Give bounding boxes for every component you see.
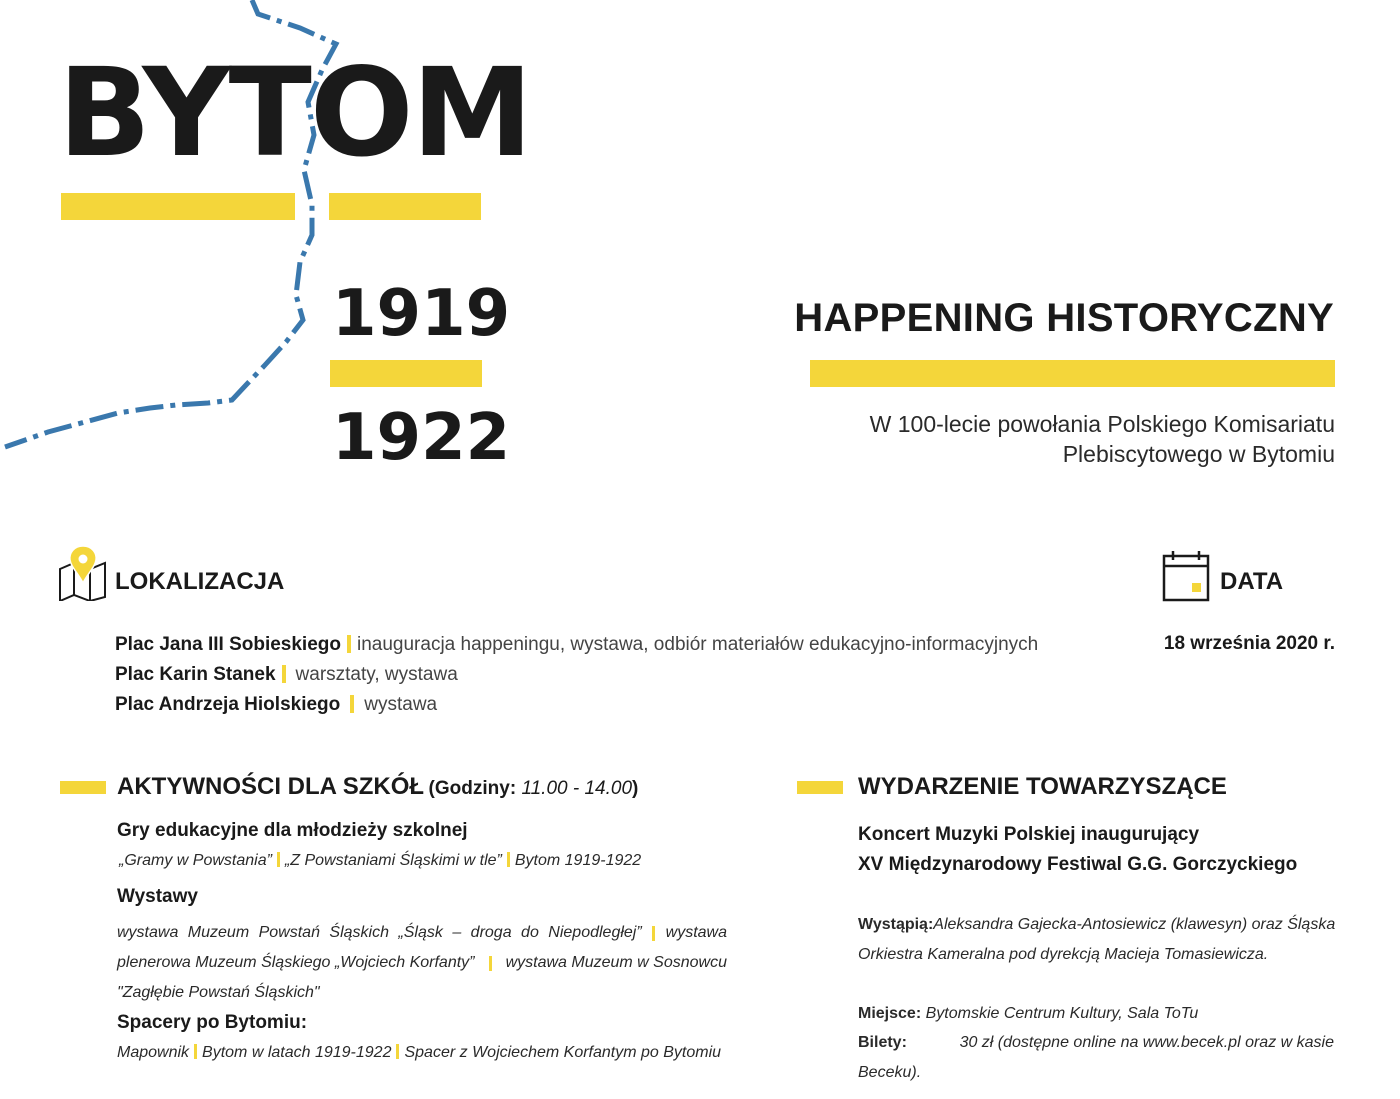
schools-heading-marker: [60, 781, 106, 794]
map-pin-icon: [58, 545, 108, 601]
walks-heading: Spacery po Bytomiu:: [117, 1012, 308, 1033]
event-performers: [858, 910, 1334, 970]
event-heading: WYDARZENIE TOWARZYSZĄCE: [858, 773, 1227, 800]
event-tickets: [858, 1028, 1334, 1088]
event-heading-marker: [797, 781, 843, 794]
schools-hours-label: (Godziny:: [428, 778, 522, 799]
historic-border-line: [0, 0, 600, 460]
location-item: [115, 630, 1038, 660]
walk-item: Mapownik: [117, 1044, 190, 1061]
walk-item: Spacer z Wojciechem Korfantym po Bytomiu: [404, 1044, 722, 1061]
schools-heading: [117, 773, 638, 801]
game-item: „Z Powstaniami Śląskimi w tle”: [284, 852, 502, 869]
tickets-line: [858, 1028, 1334, 1058]
logo-bytom: BYTOM: [58, 42, 531, 184]
subtitle-line-1: W 100-lecie powołania Polskiego Komisariatu: [869, 411, 1335, 437]
calendar-icon: [1162, 550, 1210, 602]
exhibitions-text: [117, 918, 727, 1008]
event-venue: [858, 999, 1198, 1029]
venue-label: Miejsce:: [858, 1005, 922, 1022]
date-value: 18 września 2020 r.: [1163, 633, 1335, 654]
subtitle: [870, 409, 1335, 469]
game-item: Bytom 1919-1922: [514, 852, 642, 869]
page-title: HAPPENING HISTORYCZNY: [794, 296, 1334, 340]
location-desc: warsztaty, wystawa: [295, 664, 458, 685]
location-place: Plac Andrzeja Hiolskiego: [115, 694, 341, 715]
location-item: [115, 690, 1038, 720]
games-list: [119, 852, 641, 870]
location-place: Plac Karin Stanek: [115, 664, 276, 685]
walks-list: [117, 1044, 721, 1062]
location-list: [115, 630, 1038, 720]
title-underline: [810, 360, 1335, 387]
venue-value: Bytomskie Centrum Kultury, Sala ToTu: [925, 1005, 1199, 1022]
year-end: 1922: [332, 401, 511, 475]
exhibition-item: wystawa Muzeum w Sosnowcu: [505, 954, 727, 971]
walk-item: Bytom w latach 1919-1922: [202, 1044, 392, 1061]
schools-heading-text: AKTYWNOŚCI DLA SZKÓŁ: [117, 773, 425, 800]
game-item: „Gramy w Powstania”: [119, 852, 272, 869]
exhibitions-line: "Zagłębie Powstań Śląskich": [117, 984, 320, 1001]
performers-text: Aleksandra Gajecka-Antosiewicz (klawesyn) oraz Śląska: [933, 916, 1336, 933]
exhibition-item: wystawa: [665, 924, 727, 941]
performers-label: Wystąpią:: [858, 916, 934, 933]
event-title-line: Koncert Muzyki Polskiej inaugurujący: [858, 824, 1200, 845]
tickets-line: Beceku).: [858, 1064, 922, 1081]
schools-hours-value: 11.00 - 14.00: [521, 778, 633, 799]
performers-line: Orkiestra Kameralna pod dyrekcją Macieja Tomasiewicza.: [858, 946, 1269, 963]
exhibitions-heading: Wystawy: [117, 886, 198, 907]
event-title: [858, 820, 1297, 880]
event-title-line: XV Międzynarodowy Festiwal G.G. Gorczyckiego: [858, 854, 1298, 875]
date-heading: DATA: [1220, 568, 1284, 595]
performers-line: [858, 910, 1334, 940]
subtitle-line-2: Plebiscytowego w Bytomiu: [1062, 441, 1335, 467]
tickets-text: 30 zł (dostępne online na www.becek.pl oraz w kasie: [959, 1034, 1334, 1051]
exhibitions-line: [117, 918, 727, 948]
location-desc: wystawa: [364, 694, 438, 715]
schools-hours-close: ): [632, 778, 639, 799]
games-heading: Gry edukacyjne dla młodzieży szkolnej: [117, 820, 468, 841]
exhibition-item: plenerowa Muzeum Śląskiego „Wojciech Korfanty”: [117, 954, 475, 971]
location-desc: inauguracja happeningu, wystawa, odbiór materiałów edukacyjno-informacyjnych: [357, 634, 1039, 655]
exhibition-item: wystawa Muzeum Powstań Śląskich „Śląsk – droga do Niepodległej”: [117, 924, 642, 941]
location-heading: LOKALIZACJA: [115, 568, 285, 595]
location-item: [115, 660, 1038, 690]
exhibitions-line: [117, 948, 727, 978]
tickets-label: Bilety:: [858, 1034, 907, 1051]
location-place: Plac Jana III Sobieskiego: [115, 634, 341, 655]
year-start: 1919: [332, 277, 511, 351]
